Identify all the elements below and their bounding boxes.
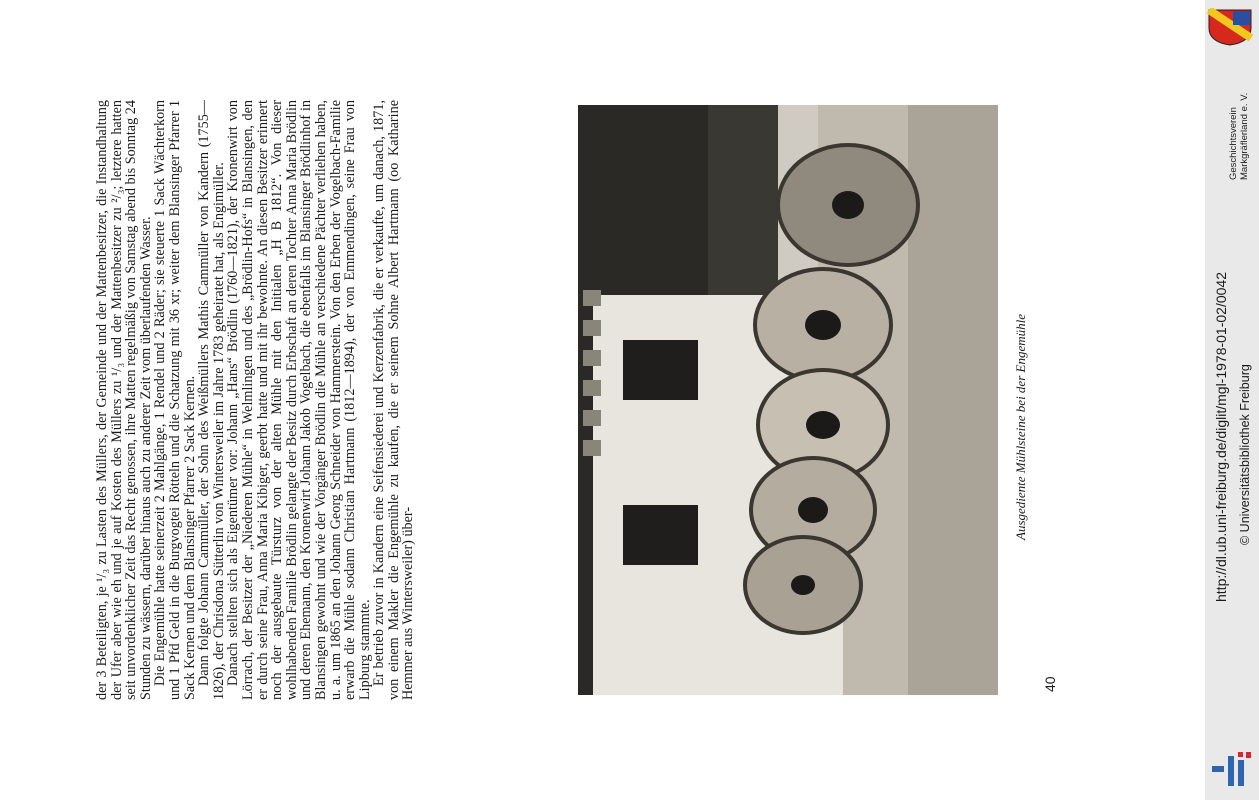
association-name: [1228, 60, 1250, 180]
paragraph-2: Die Engemühle hatte seinerzeit 2 Mahlgänge, 1 Rendel und 2 Räder; sie steuerte 1 Sack Wächterkorn und 1 Pfd Geld in die Burgvogtei Rötteln und die Schatzung mit 36 xr; weiter dem Blansinger Pfarrer 1 Sack Kernen und dem Blansinger Pfarrer 2 Sack Kernen.: [152, 100, 198, 700]
millstones-photo: [578, 105, 998, 695]
association-line-2: Markgräflerland e. V.: [1239, 92, 1250, 180]
association-line-1: Geschichtsverein: [1228, 107, 1239, 180]
paragraph-3: Dann folgte Johann Cammüller, der Sohn des Weißmüllers Mathis Cammüller von Kandern (1755—1826), der Chrisdona Sütterlin von Wintersweiler im Jahre 1783 geheiratet hat, als Engimüller.: [196, 100, 227, 700]
source-url-link[interactable]: http://dl.ub.uni-freiburg.de/diglit/mgl-1978-01-02/0042: [1213, 272, 1229, 602]
paragraph-4: Danach stellten sich als Eigentümer vor: Johann „Hans“ Brödlin (1760—1821), der Kronenwirt von Lörrach, der Besitzer der „Niederen Mühle“ in Welmlingen und des „Brödlin-Hofs“ in Blansingen, den er durch seine Frau, Anna Maria Kibiger, geerbt hatte und mit ihr bewohnte. An diesen Besitzer erinnert noch der ausgebaute Türsturz von der alten Mühle mit den Initialen „H B 1812“. Von dieser wohlhabenden Familie Brödlin gelangte der Besitz durch Erbschaft an deren Tochter Anna Maria Brödlin und deren Ehemann, den Kronenwirt Johann Jakob Vogelbach, die ebenfalls im Blansinger Brödlinhof in Blansingen gewohnt und wie der Vorgänger Brödlin die Mühle an verschiedene Pächter verliehen haben, u. a. um 1865 an den Johann Georg Schneider von Hammerstein. Von den Erben der Vogelbach-Familie erwarb die Mühle sodann Christian Hartmann (1812—1894), der von Emmendingen, seine Frau von Lipburg stammte.: [225, 100, 373, 700]
university-library-logo-icon: [1210, 750, 1254, 790]
association-crest-icon: [1207, 8, 1253, 46]
page-number: 40: [1042, 676, 1058, 692]
paragraph-1: der 3 Beteiligten, je ¹/₃ zu Lasten des Müllers, der Gemeinde und der Mattenbesitzer, die Instandhaltung der Ufer aber wie eh und je auf Kosten des Müllers zu ¹/₃ und der Mattenbesitzer zu ²/₃; letztere hatten seit unvordenklicher Zeit das Recht genossen, ihre Matten regelmäßig von Samstag abend bis Sonntag 24 Stunden zu wässern, darüber hinaus auch zu anderer Zeit vom überlaufenden Wasser.: [94, 100, 154, 700]
paragraph-5: Er betrieb zuvor in Kandern eine Seifensiederei und Kerzenfabrik, die er verkaufte, um danach, 1871, von einem Makler die Engemühle zu kaufen, die er seinem Sohne Albert Hartmann (oo Katharine Hemmer aus Wintersweiler) über-: [371, 100, 417, 700]
body-text: [95, 100, 565, 700]
copyright-notice: © Universitätsbibliothek Freiburg: [1238, 364, 1252, 545]
photo-caption: Ausgediente Mühlsteine bei der Engemühle: [1013, 314, 1028, 540]
